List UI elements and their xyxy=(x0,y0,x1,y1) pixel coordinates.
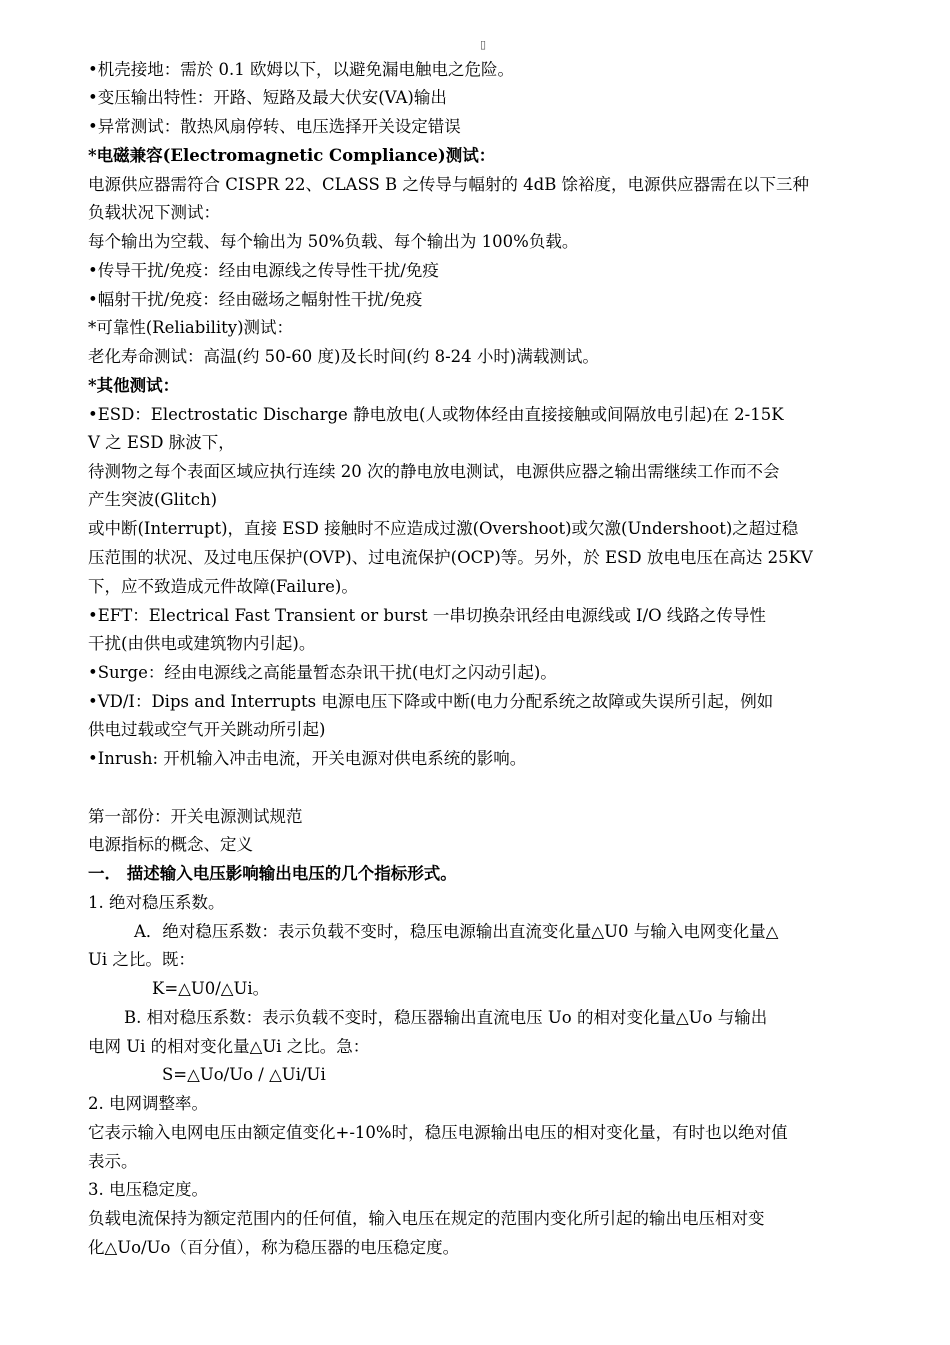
text-line: 2. 电网调整率。 xyxy=(88,1094,208,1113)
text-line: 待测物之每个表面区域应执行连续 20 次的静电放电测试，电源供应器之输出需继续工作而不会 xyxy=(88,462,780,481)
text-line: 电源供应器需符合 CISPR 22、CLASS B 之传导与幅射的 4dB 馀裕度，电源供应器需在以下三种 xyxy=(88,175,810,194)
section-heading: 一． 描述输入电压影响输出电压的几个指标形式。 xyxy=(88,864,457,883)
section-heading: *电磁兼容(Electromagnetic Compliance)测试： xyxy=(88,146,496,165)
part-title: 第一部份：开关电源测试规范 xyxy=(88,807,303,826)
text-line: 或中断(Interrupt)，直接 ESD 接触时不应造成过激(Overshoot)或欠激(Undershoot)之超过稳 xyxy=(88,519,799,538)
section-heading: *可靠性(Reliability)测试： xyxy=(88,318,294,337)
text-line: •传导干扰/免疫：经由电源线之传导性干扰/免疫 xyxy=(88,261,439,280)
text-line: •ESD：Electrostatic Discharge 静电放电(人或物体经由直接接触或间隔放电引起)在 2-15K xyxy=(88,405,784,424)
text-line: Ui 之比。既： xyxy=(88,950,195,969)
text-line: 产生突波(Glitch) xyxy=(88,490,218,509)
text-line: •Inrush: 开机输入冲击电流，开关电源对供电系统的影响。 xyxy=(88,749,527,768)
text-line: 电源指标的概念、定义 xyxy=(88,835,253,854)
text-line: •异常测试：散热风扇停转、电压选择开关设定错误 xyxy=(88,117,461,136)
text-line: •VD/I：Dips and Interrupts 电源电压下降或中断(电力分配系统之故障或失误所引起，例如 xyxy=(88,692,774,711)
text-line: 化△Uo/Uo（百分值），称为稳压器的电压稳定度。 xyxy=(88,1238,460,1257)
text-line: 电网 Ui 的相对变化量△Ui 之比。急： xyxy=(88,1037,370,1056)
text-line: •变压输出特性：开路、短路及最大伏安(VA)输出 xyxy=(88,88,447,107)
text-line: V 之 ESD 脉波下， xyxy=(88,433,235,452)
text-line: •幅射干扰/免疫：经由磁场之幅射性干扰/免疫 xyxy=(88,290,423,309)
text-line: 它表示输入电网电压由额定值变化+-10%时，稳压电源输出电压的相对变化量，有时也以绝对值 xyxy=(88,1123,788,1142)
text-line: 负载状况下测试： xyxy=(88,203,220,222)
text-line: 干扰(由供电或建筑物内引起)。 xyxy=(88,634,316,653)
text-line: 压范围的状况、及过电压保护(OVP)、过电流保护(OCP)等。另外，於 ESD 放电电压在高达 25KV xyxy=(88,548,813,567)
text-line: 3. 电压稳定度。 xyxy=(88,1180,208,1199)
text-line: 每个输出为空载、每个输出为 50%负载、每个输出为 100%负载。 xyxy=(88,232,579,251)
formula: S=△Uo/Uo / △Ui/Ui xyxy=(162,1065,326,1084)
formula: K=△U0/△Ui。 xyxy=(152,979,270,998)
text-line: 表示。 xyxy=(88,1152,138,1171)
text-line: 供电过载或空气开关跳动所引起) xyxy=(88,720,326,739)
text-line: 老化寿命测试：高温(约 50-60 度)及长时间(约 8-24 小时)满载测试。 xyxy=(88,347,599,366)
section-heading: *其他测试： xyxy=(88,376,180,395)
text-line: •EFT：Electrical Fast Transient or burst 一串切换杂讯经由电源线或 I/O 线路之传导性 xyxy=(88,606,766,625)
header-mark: ▯ xyxy=(480,38,487,51)
text-line: 1. 绝对稳压系数。 xyxy=(88,893,225,912)
text-line: B. 相对稳压系数：表示负载不变时，稳压器输出直流电压 Uo 的相对变化量△Uo 与输出 xyxy=(124,1008,768,1027)
text-line: 负载电流保持为额定范围内的任何值，输入电压在规定的范围内变化所引起的输出电压相对变 xyxy=(88,1209,765,1228)
text-line: 下，应不致造成元件故障(Failure)。 xyxy=(88,577,358,596)
text-line: A．绝对稳压系数：表示负载不变时，稳压电源输出直流变化量△U0 与输入电网变化量△ xyxy=(134,922,779,941)
text-line: •机壳接地：需於 0.1 欧姆以下，以避免漏电触电之危险。 xyxy=(88,60,514,79)
text-line: •Surge：经由电源线之高能量暂态杂讯干扰(电灯之闪动引起)。 xyxy=(88,663,557,682)
